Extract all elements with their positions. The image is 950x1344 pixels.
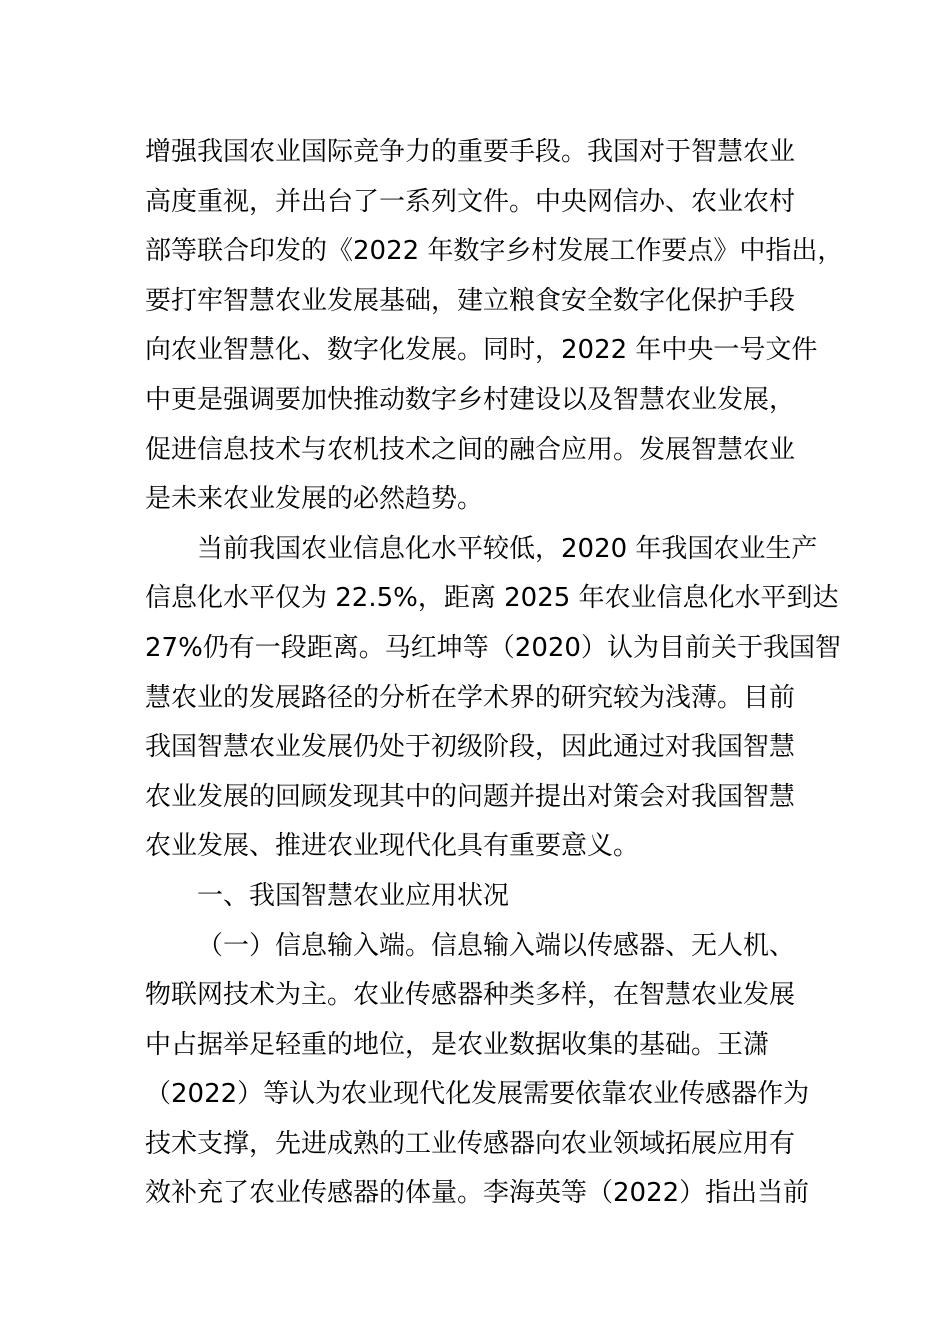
text-line: 促进信息技术与农机技术之间的融合应用。发展智慧农业: [145, 434, 796, 465]
text-line: 效补充了农业传感器的体量。李海英等（2022）指出当前: [145, 1178, 810, 1209]
text-line: 技术支撑，先进成熟的工业传感器向农业领域拓展应用有: [145, 1128, 796, 1159]
text-line: 增强我国农业国际竞争力的重要手段。我国对于智慧农业: [145, 137, 796, 167]
text-line: 慧农业的发展路径的分析在学术界的研究较为浅薄。目前: [145, 682, 796, 713]
text-line: 是未来农业发展的必然趋势。: [145, 484, 484, 515]
text-line: 信息化水平仅为 22.5%，距离 2025 年农业信息化水平到达: [145, 583, 839, 614]
text-line: 中占据举足轻重的地位，是农业数据收集的基础。王潇: [145, 1029, 770, 1060]
text-line: 向农业智慧化、数字化发展。同时，2022 年中央一号文件: [145, 335, 818, 366]
paragraph-start-line: 当前我国农业信息化水平较低，2020 年我国农业生产: [197, 533, 818, 564]
text-line: 部等联合印发的《2022 年数字乡村发展工作要点》中指出，: [145, 236, 844, 267]
text-line: （2022）等认为农业现代化发展需要依靠农业传感器作为: [145, 1079, 810, 1110]
text-line: 27%仍有一段距离。马红坤等（2020）认为目前关于我国智: [145, 632, 841, 663]
text-line: 高度重视，并出台了一系列文件。中央网信办、农业农村: [145, 186, 796, 217]
text-line: 中更是强调要加快推动数字乡村建设以及智慧农业发展，: [145, 384, 796, 415]
text-line: 农业发展的回顾发现其中的问题并提出对策会对我国智慧: [145, 781, 796, 812]
text-line: 物联网技术为主。农业传感器种类多样，在智慧农业发展: [145, 980, 796, 1011]
text-line: 我国智慧农业发展仍处于初级阶段，因此通过对我国智慧: [145, 732, 796, 763]
text-line: 要打牢智慧农业发展基础，建立粮食安全数字化保护手段: [145, 285, 796, 316]
body-text: [145, 128, 844, 1219]
subsection-start-line: （一）信息输入端。信息输入端以传感器、无人机、: [197, 930, 796, 961]
section-heading: 一、我国智慧农业应用状况: [197, 880, 510, 911]
text-line: 农业发展、推进农业现代化具有重要意义。: [145, 831, 640, 862]
